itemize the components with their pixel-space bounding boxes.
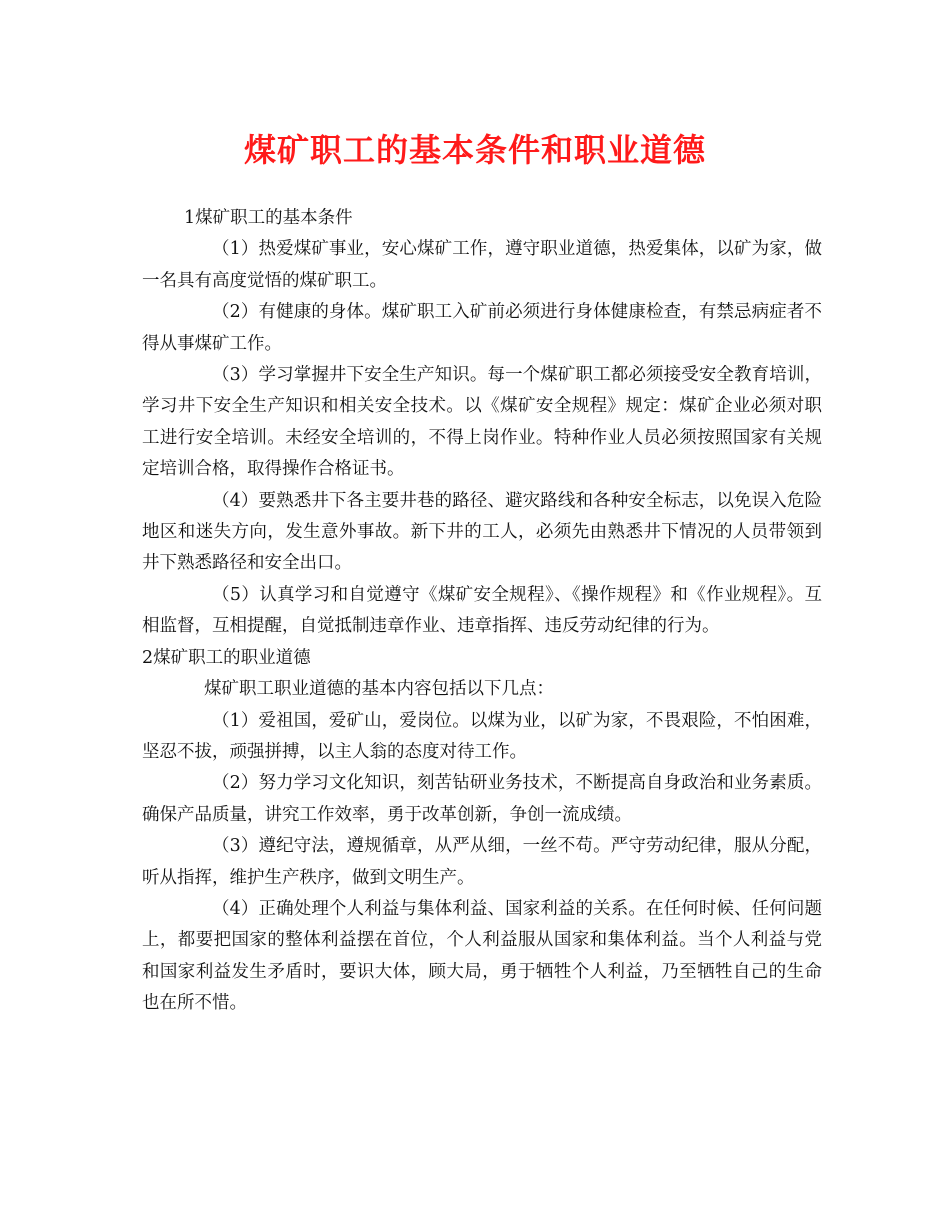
section-heading: 1煤矿职工的基本条件 xyxy=(184,208,353,228)
section-heading: 2煤矿职工的职业道德 xyxy=(142,647,311,668)
paragraph: （4）正确处理个人利益与集体利益、国家利益的关系。在任何时候、任何问题上，都要把国家的整体利益摆在首位，个人利益服从国家和集体利益。当个人利益与党和国家利益发生矛盾时，要识大体，顾大局，勇于牺牲个人利益，乃至牺牲自己的生命也在所不惜。 xyxy=(142,898,822,1014)
paragraph: （5）认真学习和自觉遵守《煤矿安全规程》、《操作规程》和《作业规程》。互相监督，互相提醒，自觉抵制违章作业、违章指挥、违反劳动纪律的行为。 xyxy=(142,584,822,637)
paragraph: （1）爱祖国，爱矿山，爱岗位。以煤为业，以矿为家，不畏艰险，不怕困难，坚忍不拔，顽强拼搏，以主人翁的态度对待工作。 xyxy=(142,710,822,762)
document-title: 煤矿职工的基本条件和职业道德 xyxy=(243,131,706,169)
section-lead: 煤矿职工职业道德的基本内容包括以下几点： xyxy=(204,679,554,700)
paragraph: （2）努力学习文化知识，刻苦钻研业务技术，不断提高自身政治和业务素质。确保产品质量，讲究工作效率，勇于改革创新，争创一流成绩。 xyxy=(142,773,822,825)
paragraph: （1）热爱煤矿事业，安心煤矿工作，遵守职业道德，热爱集体，以矿为家，做一名具有高度觉悟的煤矿职工。 xyxy=(142,239,822,291)
paragraph: （3）遵纪守法，遵规循章，从严从细，一丝不苟。严守劳动纪律，服从分配，听从指挥，维护生产秩序，做到文明生产。 xyxy=(142,836,822,888)
paragraph: （4）要熟悉井下各主要井巷的路径、避灾路线和各种安全标志，以免误入危险地区和迷失方向，发生意外事故。新下井的工人，必须先由熟悉井下情况的人员带领到井下熟悉路径和安全出口。 xyxy=(142,490,822,574)
document-body xyxy=(142,203,822,1020)
paragraph: （3）学习掌握井下安全生产知识。每一个煤矿职工都必须接受安全教育培训，学习井下安全生产知识和相关安全技术。以《煤矿安全规程》规定：煤矿企业必须对职工进行安全培训。未经安全培训的，不得上岗作业。特种作业人员必须按照国家有关规定培训合格，取得操作合格证书。 xyxy=(142,365,822,480)
paragraph: （2）有健康的身体。煤矿职工入矿前必须进行身体健康检查，有禁忌病症者不得从事煤矿工作。 xyxy=(142,302,822,354)
